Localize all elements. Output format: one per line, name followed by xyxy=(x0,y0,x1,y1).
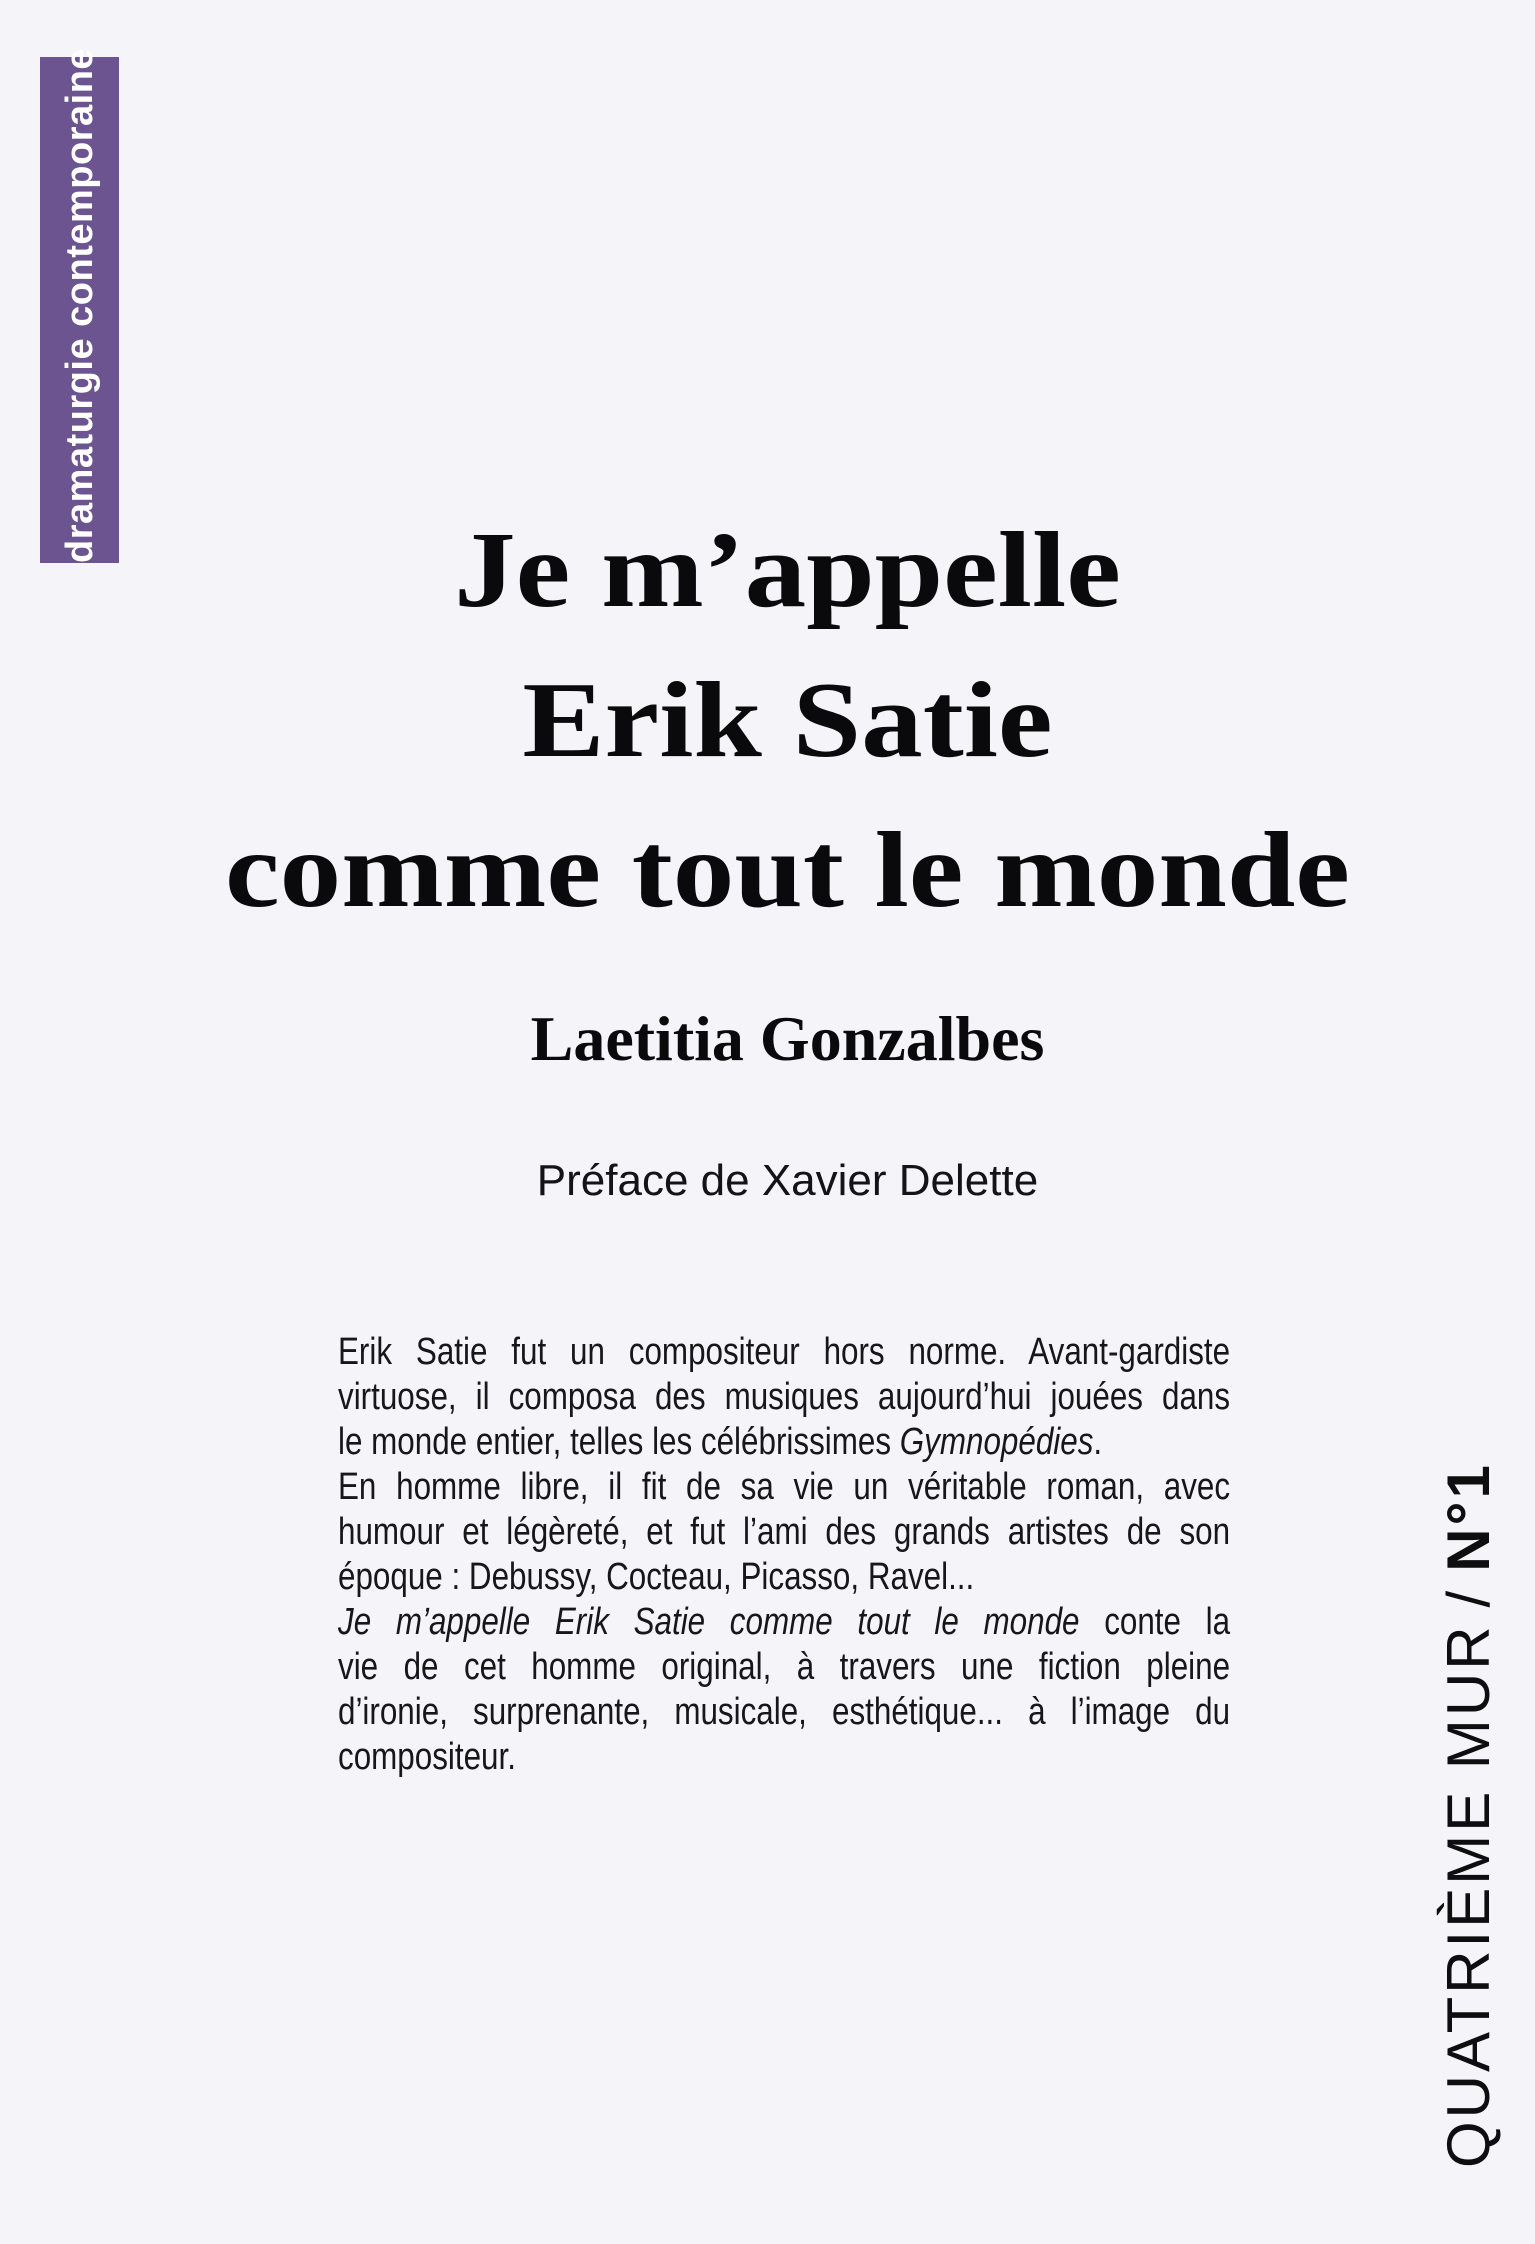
book-title-line-2: Erik Satie xyxy=(522,661,1053,780)
blurb-line xyxy=(338,1375,1230,1420)
blurb-segment: humour et légèreté, et fut l’ami des grands artistes de son xyxy=(338,1511,1231,1553)
blurb-segment: vie de cet homme original, à travers une fiction pleine xyxy=(338,1646,1231,1688)
collection-separator: / xyxy=(1435,1587,1502,1608)
blurb-line xyxy=(338,1465,1230,1510)
blurb-line xyxy=(338,1420,1230,1465)
book-title-line-1: Je m’appelle xyxy=(454,511,1121,630)
blurb xyxy=(338,1330,1230,1780)
collection-label xyxy=(1435,1408,1502,2168)
blurb-segment: Erik Satie fut un compositeur hors norme. Avant-gardiste xyxy=(338,1331,1231,1373)
category-band-label: dramaturgie contemporaine xyxy=(58,47,101,563)
collection-series: QUATRIÈME MUR xyxy=(1435,1623,1502,2168)
blurb-line xyxy=(338,1645,1230,1690)
preface-credit: Préface de Xavier Delette xyxy=(536,1156,1039,1205)
collection-number: N°1 xyxy=(1435,1462,1502,1572)
category-band xyxy=(40,47,119,563)
blurb-segment-italic: Gymnopédies xyxy=(899,1421,1094,1463)
collection-label-text xyxy=(1435,1408,1502,2168)
blurb-segment: En homme libre, il fit de sa vie un véritable roman, avec xyxy=(338,1466,1231,1508)
blurb-segment: virtuose, il composa des musiques aujourd’hui jouées dans xyxy=(338,1376,1231,1418)
blurb-segment: . xyxy=(1093,1421,1103,1463)
blurb-line xyxy=(338,1735,1230,1780)
blurb-line xyxy=(338,1600,1230,1645)
blurb-line xyxy=(338,1330,1230,1375)
blurb-segment: le monde entier, telles les célébrissimes xyxy=(338,1421,900,1463)
blurb-segment: compositeur. xyxy=(338,1736,516,1778)
blurb-segment: conte la xyxy=(1079,1601,1231,1643)
author-name: Laetitia Gonzalbes xyxy=(530,1003,1045,1074)
book-title xyxy=(0,496,1535,946)
book-title-line-3: comme tout le monde xyxy=(225,811,1350,930)
blurb-line xyxy=(338,1690,1230,1735)
blurb-segment-italic: Je m’appelle Erik Satie comme tout le monde xyxy=(338,1601,1080,1643)
blurb-segment: époque : Debussy, Cocteau, Picasso, Ravel... xyxy=(338,1556,975,1598)
blurb-line xyxy=(338,1510,1230,1555)
blurb-line xyxy=(338,1555,1230,1600)
blurb-segment: d’ironie, surprenante, musicale, esthétique... à l’image du xyxy=(338,1691,1231,1733)
